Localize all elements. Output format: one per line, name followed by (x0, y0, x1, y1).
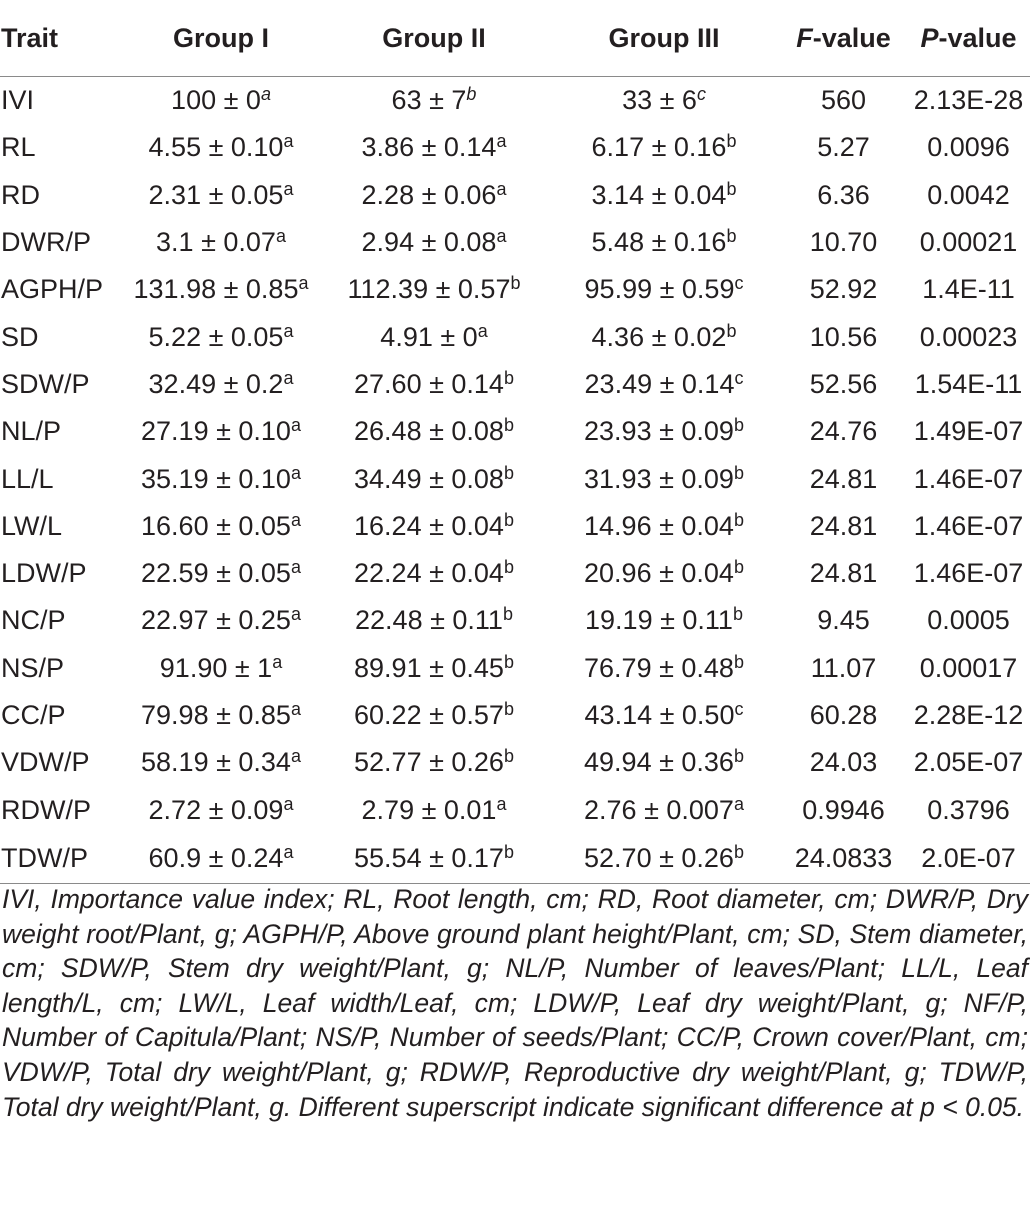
p-value-cell: 0.0042 (927, 179, 1010, 210)
group-3-value: 31.93 ± 0.09 (584, 463, 734, 494)
table-footnote: IVI, Importance value index; RL, Root length, cm; RD, Root diameter, cm; DWR/P, Dry weight root/Plant, g; AGPH/P, Above ground plant height/Plant, cm; SD, Stem diameter, cm; SDW/P, Stem dry weight/Plant, g; NL/P, Number of leaves/Plant; LL/L, Leaf length/L, cm; LW/L, Leaf width/Leaf, cm; LDW/P, Leaf dry weight/Plant, g; NF/P, Number of Capitula/Plant; NS/P, Number of seeds/Plant; CC/P, Crown cover/Plant, cm; VDW/P, Total dry weight/Plant, g; RDW/P, Reproductive dry weight/Plant, g; TDW/P, Total dry weight/Plant, g. Different superscript indicate significant difference at p < 0.05. (2, 884, 1028, 1122)
trait-cell: TDW/P (0, 834, 122, 884)
group-2-value: 112.39 ± 0.57 (347, 274, 511, 305)
group-1-cell (122, 313, 320, 360)
table-row (0, 503, 1030, 550)
group-1-cell (122, 77, 320, 125)
header-f-suffix: -value (812, 22, 891, 53)
group-1-superscript: a (283, 367, 294, 388)
group-3-superscript: c (734, 273, 744, 294)
table-row (0, 645, 1030, 692)
group-1-superscript: a (298, 273, 309, 294)
group-3-value: 33 ± 6 (622, 85, 697, 116)
group-3-value: 19.19 ± 0.11 (585, 605, 733, 636)
group-3-superscript: b (733, 415, 744, 436)
group-2-superscript: b (503, 841, 514, 862)
group-2-superscript: b (502, 604, 513, 625)
group-2-cell (320, 550, 548, 597)
table-row (0, 597, 1030, 644)
group-2-cell (320, 124, 548, 171)
group-2-cell (320, 266, 548, 313)
f-value-cell: 10.56 (809, 321, 878, 352)
group-2-value: 26.48 ± 0.08 (354, 416, 504, 447)
group-2-cell (320, 597, 548, 644)
group-1-value: 58.19 ± 0.34 (141, 747, 291, 778)
trait-cell: CC/P (1, 700, 66, 730)
group-1-superscript: a (283, 131, 294, 152)
group-2-cell (320, 786, 548, 833)
group-1-superscript: a (275, 226, 286, 247)
header-group-3: Group III (548, 0, 780, 77)
f-value-cell: 6.36 (817, 179, 870, 210)
group-2-cell (320, 455, 548, 502)
group-2-superscript: b (503, 415, 514, 436)
group-3-cell (548, 219, 780, 266)
group-1-value: 60.9 ± 0.24 (148, 842, 284, 873)
trait-cell: LL/L (1, 463, 54, 494)
trait-cell: SD (1, 321, 39, 352)
p-value-cell: 0.00021 (919, 227, 1018, 258)
group-1-cell (122, 172, 320, 219)
group-2-superscript: b (503, 557, 514, 578)
group-2-cell (320, 645, 548, 692)
group-3-superscript: b (726, 226, 737, 247)
group-2-cell (320, 219, 548, 266)
table-row (0, 266, 1030, 313)
group-3-superscript: b (733, 746, 744, 767)
trait-cell: AGPH/P (1, 274, 104, 305)
group-1-value: 131.98 ± 0.85 (133, 274, 299, 305)
group-2-value: 2.94 ± 0.08 (361, 227, 497, 258)
group-2-cell (320, 361, 548, 408)
group-2-cell (320, 692, 548, 739)
trait-cell: NL/P (1, 416, 62, 447)
table-row (0, 77, 1030, 125)
group-2-cell (320, 739, 548, 786)
group-2-superscript: a (496, 131, 507, 152)
group-1-superscript: a (283, 178, 294, 199)
table-row (0, 550, 1030, 597)
group-3-value: 3.14 ± 0.04 (591, 179, 727, 210)
group-2-superscript: b (503, 699, 514, 719)
group-3-superscript: c (734, 699, 744, 719)
group-1-superscript: a (283, 320, 294, 341)
group-3-cell (548, 408, 780, 455)
header-f-letter: F (796, 22, 813, 53)
f-value-cell: 24.81 (809, 558, 878, 589)
group-2-cell (320, 408, 548, 455)
group-1-superscript: a (290, 557, 301, 578)
f-value-cell: 560 (820, 85, 867, 116)
header-group-1: Group I (122, 0, 320, 77)
group-1-superscript: a (290, 746, 301, 767)
group-1-value: 32.49 ± 0.2 (148, 368, 284, 399)
group-3-value: 95.99 ± 0.59 (584, 274, 735, 305)
group-1-cell (122, 361, 320, 408)
table-row (0, 739, 1030, 786)
f-value-cell: 24.03 (809, 747, 878, 778)
group-1-cell (122, 408, 320, 455)
f-value-cell: 24.76 (809, 416, 878, 447)
group-2-value: 60.22 ± 0.57 (354, 700, 504, 730)
group-2-cell (320, 77, 548, 125)
table-row (0, 455, 1030, 502)
group-2-value: 3.86 ± 0.14 (361, 132, 497, 163)
group-3-cell (548, 692, 780, 739)
table-row (0, 361, 1030, 408)
group-1-cell (122, 645, 320, 692)
group-3-cell (548, 313, 780, 360)
group-3-value: 6.17 ± 0.16 (591, 132, 727, 163)
group-3-value: 14.96 ± 0.04 (584, 510, 734, 541)
f-value-cell: 24.81 (809, 463, 878, 494)
group-3-value: 4.36 ± 0.02 (591, 321, 727, 352)
group-2-superscript: a (496, 178, 507, 199)
group-3-value: 76.79 ± 0.48 (584, 652, 734, 683)
group-3-value: 2.76 ± 0.007 (584, 794, 734, 825)
trait-cell: IVI (1, 85, 35, 116)
p-value-cell: 1.46E-07 (913, 463, 1024, 494)
group-3-superscript: b (732, 604, 743, 625)
group-3-cell (548, 77, 780, 125)
group-1-cell (122, 503, 320, 550)
trait-cell: RL (1, 132, 36, 163)
group-3-cell (548, 266, 780, 313)
p-value-cell: 2.0E-07 (907, 834, 1030, 884)
header-trait: Trait (0, 0, 122, 77)
table-row (0, 786, 1030, 833)
p-value-cell: 1.46E-07 (913, 558, 1024, 589)
f-value-cell: 10.70 (809, 227, 878, 258)
group-3-cell (548, 455, 780, 502)
table-body (0, 77, 1030, 884)
header-p-letter: P (920, 22, 939, 53)
table-row (0, 408, 1030, 455)
table-row (0, 313, 1030, 360)
group-2-superscript: b (503, 746, 514, 767)
p-value-cell: 0.0096 (927, 132, 1010, 163)
table-row (0, 219, 1030, 266)
p-value-cell: 1.46E-07 (913, 510, 1024, 541)
group-2-cell (320, 313, 548, 360)
group-1-value: 35.19 ± 0.10 (141, 463, 291, 494)
group-2-value: 2.79 ± 0.01 (361, 794, 497, 825)
group-3-cell (548, 550, 780, 597)
group-3-superscript: b (726, 131, 737, 152)
group-3-value: 43.14 ± 0.50 (584, 700, 735, 730)
group-3-cell (548, 786, 780, 833)
p-value-cell: 2.13E-28 (913, 85, 1024, 116)
table-row (0, 692, 1030, 739)
group-2-superscript: b (503, 509, 514, 530)
group-1-superscript: a (290, 509, 301, 530)
p-value-cell: 1.49E-07 (913, 416, 1024, 447)
group-1-cell (122, 266, 320, 313)
group-1-cell (122, 550, 320, 597)
f-value-cell: 5.27 (817, 132, 870, 163)
group-1-superscript: a (272, 651, 283, 672)
group-3-superscript: b (733, 557, 744, 578)
group-1-value: 91.90 ± 1 (159, 652, 273, 683)
group-1-cell (122, 692, 320, 739)
group-3-cell (548, 834, 780, 884)
group-2-value: 2.28 ± 0.06 (361, 179, 497, 210)
group-2-cell (320, 172, 548, 219)
p-value-cell: 2.05E-07 (913, 747, 1024, 778)
group-2-value: 16.24 ± 0.04 (354, 510, 504, 541)
group-2-superscript: a (496, 226, 507, 247)
p-value-cell: 0.00017 (919, 652, 1018, 683)
group-1-superscript: a (290, 699, 301, 719)
group-3-superscript: a (733, 793, 744, 814)
group-3-cell (548, 124, 780, 171)
header-f-value (780, 0, 907, 77)
group-1-superscript: a (283, 793, 294, 814)
header-row (0, 0, 1030, 77)
group-2-value: 63 ± 7 (391, 85, 467, 116)
group-1-value: 5.22 ± 0.05 (148, 321, 284, 352)
group-3-cell (548, 172, 780, 219)
trait-cell: RD (1, 179, 40, 210)
header-group-2: Group II (320, 0, 548, 77)
group-3-cell (548, 597, 780, 644)
f-value-cell: 9.45 (817, 605, 870, 636)
group-2-value: 52.77 ± 0.26 (354, 747, 504, 778)
group-2-value: 4.91 ± 0 (380, 321, 478, 352)
group-3-value: 23.49 ± 0.14 (584, 368, 735, 399)
group-3-cell (548, 645, 780, 692)
group-3-superscript: b (733, 651, 744, 672)
group-2-superscript: b (503, 367, 514, 388)
group-1-cell (122, 124, 320, 171)
group-1-cell (122, 219, 320, 266)
group-3-cell (548, 503, 780, 550)
trait-cell: NC/P (1, 605, 66, 636)
group-1-superscript: a (283, 841, 294, 862)
table-row (0, 834, 1030, 884)
group-1-value: 22.59 ± 0.05 (141, 558, 291, 589)
group-1-cell (122, 455, 320, 502)
group-1-value: 100 ± 0 (171, 85, 261, 116)
trait-cell: VDW/P (1, 747, 90, 778)
trait-cell: LDW/P (1, 558, 87, 589)
p-value-cell: 1.54E-11 (914, 368, 1023, 399)
group-1-value: 27.19 ± 0.10 (141, 416, 291, 447)
group-3-superscript: b (733, 509, 744, 530)
group-3-value: 5.48 ± 0.16 (591, 227, 727, 258)
group-2-value: 22.48 ± 0.11 (355, 605, 503, 636)
group-3-superscript: b (726, 320, 737, 341)
group-2-value: 34.49 ± 0.08 (354, 463, 504, 494)
table-row (0, 124, 1030, 171)
trait-cell: NS/P (1, 652, 65, 683)
group-3-superscript: c (734, 367, 744, 388)
trait-cell: RDW/P (1, 794, 91, 825)
f-value-cell: 60.28 (809, 700, 878, 730)
group-1-superscript: a (290, 462, 301, 483)
trait-cell: DWR/P (1, 227, 91, 258)
group-1-value: 4.55 ± 0.10 (148, 132, 284, 163)
group-1-value: 2.31 ± 0.05 (148, 179, 284, 210)
table-row (0, 172, 1030, 219)
header-p-value (907, 0, 1030, 77)
group-2-value: 27.60 ± 0.14 (354, 368, 504, 399)
group-2-superscript: b (503, 462, 514, 483)
group-3-superscript: b (733, 841, 744, 862)
group-1-value: 79.98 ± 0.85 (141, 700, 291, 730)
f-value-cell: 24.0833 (780, 834, 907, 884)
group-1-cell (122, 739, 320, 786)
p-value-cell: 1.4E-11 (922, 274, 1015, 305)
group-2-superscript: a (477, 320, 488, 341)
trait-cell: LW/L (1, 510, 63, 541)
p-value-cell: 0.0005 (927, 605, 1010, 636)
p-value-cell: 2.28E-12 (913, 700, 1024, 730)
group-2-superscript: b (510, 273, 521, 294)
group-1-cell (122, 597, 320, 644)
group-2-superscript: b (503, 651, 514, 672)
group-1-superscript: a (290, 415, 301, 436)
group-2-superscript: a (496, 793, 507, 814)
group-2-superscript: b (466, 84, 477, 105)
f-value-cell: 0.9946 (802, 794, 885, 825)
group-3-cell (548, 361, 780, 408)
group-1-superscript: a (290, 604, 301, 625)
group-3-value: 20.96 ± 0.04 (584, 558, 734, 589)
group-3-superscript: b (726, 178, 737, 199)
group-3-value: 52.70 ± 0.26 (584, 842, 734, 873)
group-1-value: 2.72 ± 0.09 (148, 794, 284, 825)
group-1-cell (122, 786, 320, 833)
group-3-value: 23.93 ± 0.09 (584, 416, 734, 447)
f-value-cell: 52.56 (809, 368, 878, 399)
f-value-cell: 11.07 (810, 652, 877, 683)
group-3-superscript: b (733, 462, 744, 483)
group-3-cell (548, 739, 780, 786)
group-1-cell (122, 834, 320, 884)
group-1-value: 16.60 ± 0.05 (141, 510, 291, 541)
f-value-cell: 24.81 (809, 510, 878, 541)
group-2-value: 89.91 ± 0.45 (354, 652, 504, 683)
group-1-value: 3.1 ± 0.07 (156, 227, 276, 258)
f-value-cell: 52.92 (809, 274, 878, 305)
group-2-value: 55.54 ± 0.17 (354, 842, 504, 873)
trait-cell: SDW/P (1, 368, 90, 399)
group-1-value: 22.97 ± 0.25 (141, 605, 291, 636)
group-2-value: 22.24 ± 0.04 (354, 558, 504, 589)
p-value-cell: 0.00023 (919, 321, 1018, 352)
p-value-cell: 0.3796 (927, 794, 1010, 825)
group-2-cell (320, 503, 548, 550)
group-3-superscript: c (696, 84, 706, 105)
header-p-suffix: -value (938, 22, 1017, 53)
group-2-cell (320, 834, 548, 884)
group-1-superscript: a (260, 84, 271, 105)
group-3-value: 49.94 ± 0.36 (584, 747, 734, 778)
